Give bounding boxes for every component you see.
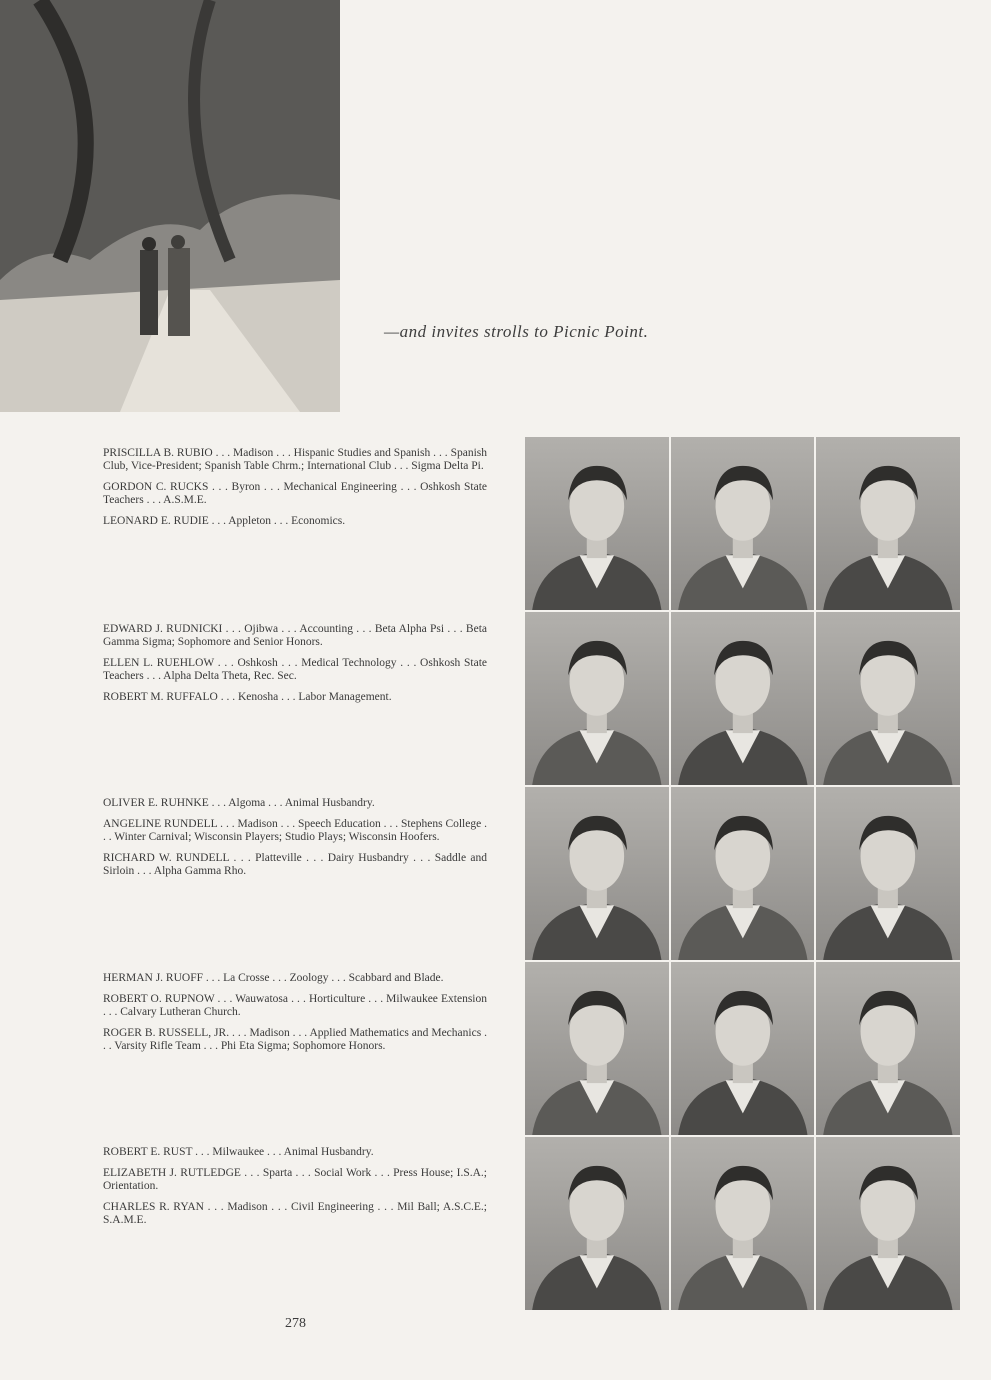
bio-entry: PRISCILLA B. RUBIO . . . Madison . . . Hispanic Studies and Spanish . . . Spanish Club, Vice-President; Spanish Table Chrm.; International Club . . . Sigma Delta Pi. xyxy=(103,447,487,472)
portrait-grid xyxy=(525,437,960,1310)
bio-entry: ROBERT E. RUST . . . Milwaukee . . . Animal Husbandry. xyxy=(103,1146,374,1158)
bio-group-2 xyxy=(103,623,487,712)
student-portrait xyxy=(816,962,960,1135)
picnic-point-photo xyxy=(0,0,340,412)
bio-entry: ELLEN L. RUEHLOW . . . Oshkosh . . . Medical Technology . . . Oshkosh State Teachers . . . Alpha Delta Theta, Rec. Sec. xyxy=(103,657,487,682)
student-portrait xyxy=(525,437,669,610)
bio-entry: ROBERT M. RUFFALO . . . Kenosha . . . Labor Management. xyxy=(103,691,392,703)
bio-group-4 xyxy=(103,972,487,1061)
bio-entry: GORDON C. RUCKS . . . Byron . . . Mechanical Engineering . . . Oshkosh State Teachers . . . A.S.M.E. xyxy=(103,481,487,506)
page-number: 278 xyxy=(285,1316,306,1331)
student-portrait xyxy=(525,787,669,960)
bio-group-5 xyxy=(103,1146,487,1235)
student-portrait xyxy=(525,1137,669,1310)
bio-entry: HERMAN J. RUOFF . . . La Crosse . . . Zoology . . . Scabbard and Blade. xyxy=(103,972,444,984)
bio-entry: ROBERT O. RUPNOW . . . Wauwatosa . . . Horticulture . . . Milwaukee Extension . . . Calvary Lutheran Church. xyxy=(103,993,487,1018)
bio-entry: ANGELINE RUNDELL . . . Madison . . . Speech Education . . . Stephens College . . . Winter Carnival; Wisconsin Players; Studio Plays; Wisconsin Hoofers. xyxy=(103,818,487,843)
student-portrait xyxy=(525,612,669,785)
student-portrait xyxy=(671,962,815,1135)
bio-entry: EDWARD J. RUDNICKI . . . Ojibwa . . . Accounting . . . Beta Alpha Psi . . . Beta Gamma Sigma; Sophomore and Senior Honors. xyxy=(103,623,487,648)
student-portrait xyxy=(525,962,669,1135)
student-portrait xyxy=(816,612,960,785)
bio-entry: RICHARD W. RUNDELL . . . Platteville . . . Dairy Husbandry . . . Saddle and Sirloin . . . Alpha Gamma Rho. xyxy=(103,852,487,877)
student-portrait xyxy=(671,437,815,610)
student-portrait xyxy=(671,787,815,960)
bio-entry: CHARLES R. RYAN . . . Madison . . . Civil Engineering . . . Mil Ball; A.S.C.E.; S.A.M.E. xyxy=(103,1201,487,1226)
student-portrait xyxy=(671,1137,815,1310)
photo-caption: —and invites strolls to Picnic Point. xyxy=(384,322,649,341)
bio-group-3 xyxy=(103,797,487,886)
student-portrait xyxy=(816,1137,960,1310)
bio-entry: LEONARD E. RUDIE . . . Appleton . . . Economics. xyxy=(103,515,346,527)
bio-entry: ROGER B. RUSSELL, JR. . . . Madison . . . Applied Mathematics and Mechanics . . . Varsity Rifle Team . . . Phi Eta Sigma; Sophomore Honors. xyxy=(103,1027,487,1052)
bio-entry: OLIVER E. RUHNKE . . . Algoma . . . Animal Husbandry. xyxy=(103,797,375,809)
bio-group-1 xyxy=(103,447,487,536)
student-portrait xyxy=(671,612,815,785)
bio-entry: ELIZABETH J. RUTLEDGE . . . Sparta . . . Social Work . . . Press House; I.S.A.; Orientation. xyxy=(103,1167,487,1192)
student-portrait xyxy=(816,437,960,610)
student-portrait xyxy=(816,787,960,960)
